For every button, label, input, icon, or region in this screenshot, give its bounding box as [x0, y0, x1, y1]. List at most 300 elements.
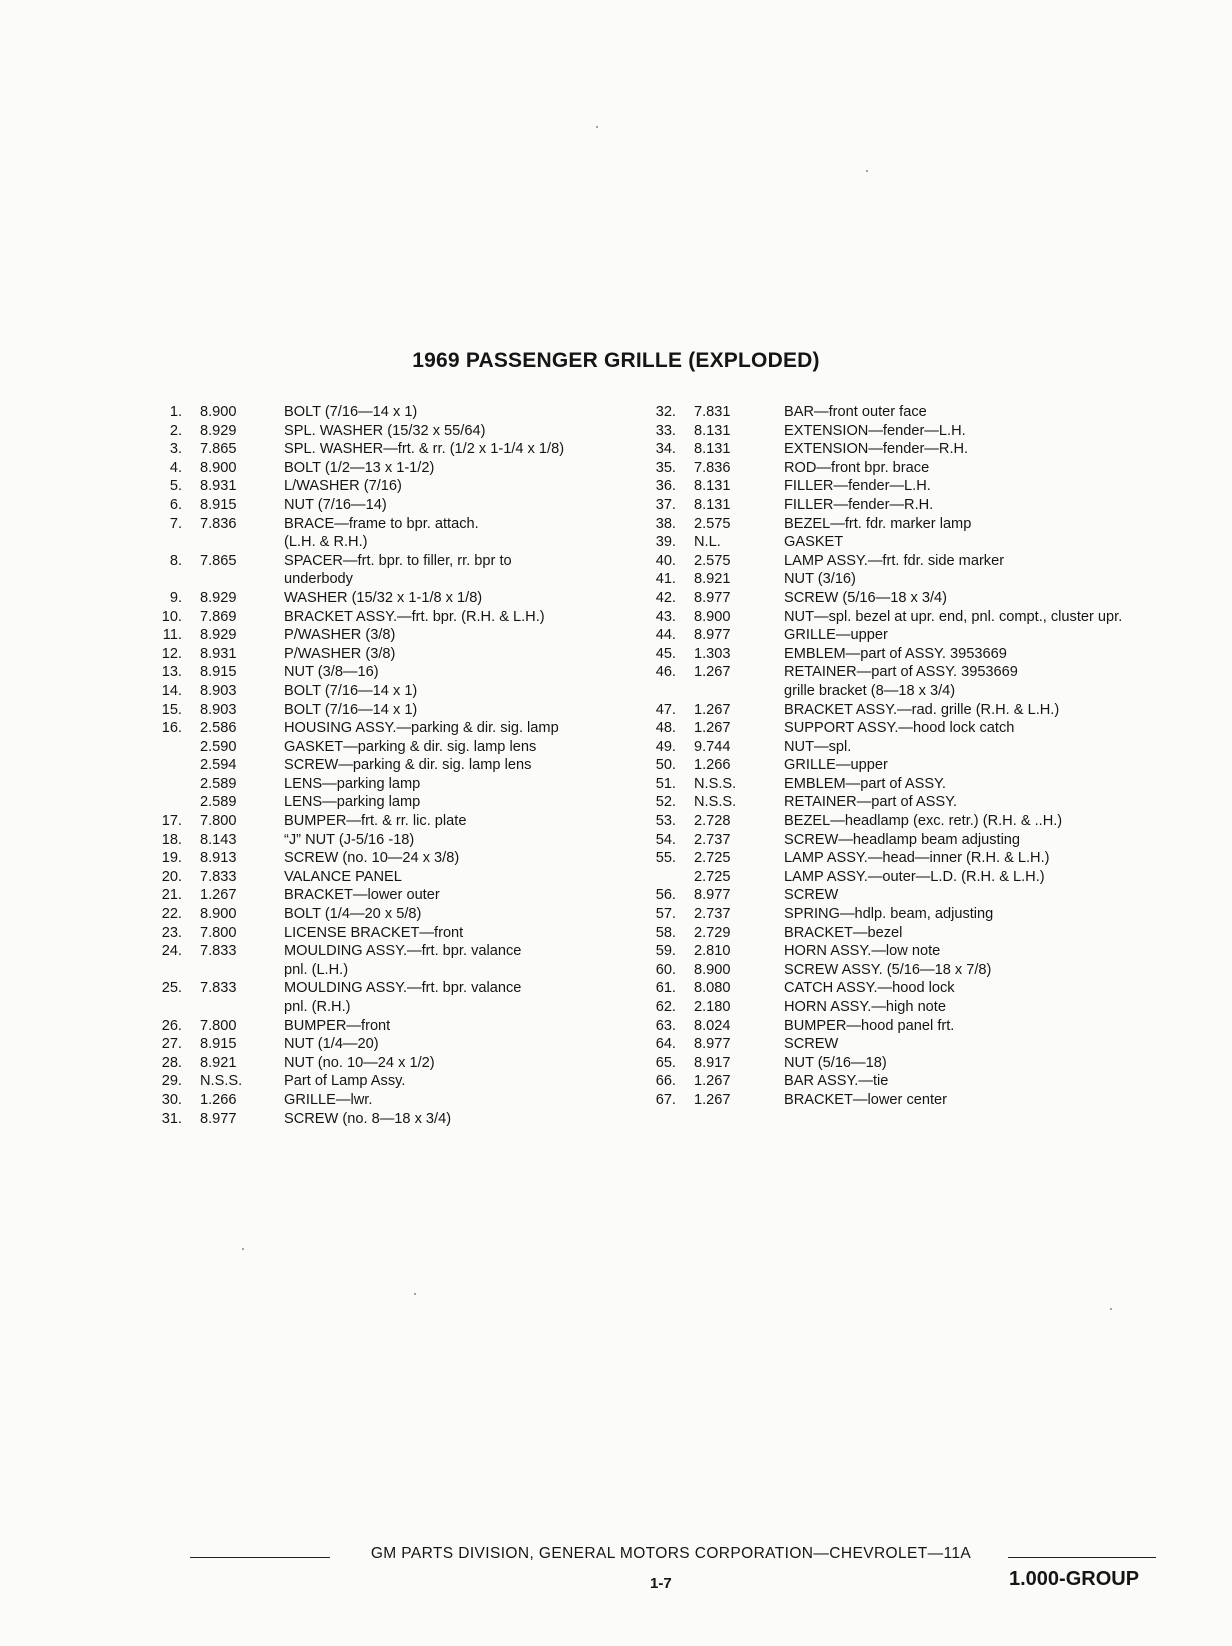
page-title: 1969 PASSENGER GRILLE (EXPLODED)	[412, 349, 820, 372]
parts-row	[140, 645, 660, 664]
part-number: 44.	[655, 627, 676, 644]
part-description: SPL. WASHER—frt. & rr. (1/2 x 1-1/4 x 1/8)	[284, 441, 565, 458]
part-description: FILLER—fender—L.H.	[784, 478, 931, 495]
part-number: 49.	[655, 738, 676, 755]
parts-row	[140, 924, 660, 943]
parts-row	[140, 422, 660, 441]
part-number: 43.	[655, 608, 676, 625]
part-description: BEZEL—frt. fdr. marker lamp	[784, 515, 972, 532]
part-code	[200, 961, 252, 980]
part-code: 1.266	[200, 1091, 237, 1108]
footer-rule-left	[190, 1557, 330, 1558]
parts-row	[140, 1035, 660, 1054]
part-code: 7.865	[200, 552, 237, 569]
part-code: 8.921	[694, 571, 731, 588]
parts-row	[632, 570, 1222, 589]
parts-row	[632, 942, 1222, 961]
part-description: LENS—parking lamp	[284, 775, 421, 792]
parts-row	[140, 1054, 660, 1073]
parts-row	[140, 998, 660, 1017]
part-code: 8.929	[200, 422, 237, 439]
part-code: 8.915	[200, 1036, 237, 1053]
part-description: BAR—front outer face	[784, 404, 927, 420]
parts-row	[632, 552, 1222, 571]
parts-row	[140, 719, 660, 738]
part-description: HORN ASSY.—high note	[784, 999, 946, 1015]
part-description: Part of Lamp Assy.	[284, 1073, 406, 1090]
part-number: 36.	[655, 478, 676, 495]
part-description: SCREW (5/16—18 x 3/4)	[784, 589, 948, 606]
parts-row	[140, 979, 660, 998]
part-code: 8.977	[694, 589, 731, 606]
parts-row	[632, 663, 1222, 682]
part-number: 46.	[655, 664, 676, 681]
part-number	[140, 961, 182, 980]
footer-rule-right	[1008, 1557, 1156, 1558]
parts-row	[140, 440, 660, 459]
scan-speck	[414, 1293, 416, 1295]
part-code: 8.900	[200, 404, 237, 420]
part-description: LENS—parking lamp	[284, 794, 421, 811]
part-description: MOULDING ASSY.—frt. bpr. valance	[284, 943, 522, 960]
part-description: EXTENSION—fender—R.H.	[784, 441, 969, 458]
parts-row	[140, 570, 660, 589]
part-code: 7.836	[200, 515, 237, 532]
part-code: 8.131	[694, 422, 731, 439]
part-code: 7.836	[694, 459, 731, 476]
parts-row	[632, 701, 1222, 720]
part-number: 7.	[169, 515, 182, 532]
page-number: 1-7	[650, 1575, 672, 1592]
part-code: 9.744	[694, 738, 731, 755]
part-description: BOLT (7/16—14 x 1)	[284, 682, 418, 699]
part-code: 1.267	[200, 887, 237, 904]
part-number: 45.	[655, 645, 676, 662]
part-code: 2.725	[694, 850, 731, 867]
part-description: SCREW	[784, 887, 839, 904]
part-number: 61.	[655, 980, 676, 997]
group-label: 1.000-GROUP	[1009, 1568, 1140, 1590]
part-description: P/WASHER (3/8)	[284, 627, 396, 644]
part-code	[200, 998, 252, 1017]
part-code: 2.575	[694, 552, 731, 569]
part-code: 8.131	[694, 478, 731, 495]
part-number: 14.	[161, 682, 182, 699]
part-number: 22.	[161, 906, 182, 923]
parts-row	[140, 1091, 660, 1110]
parts-row	[632, 515, 1222, 534]
part-description: BOLT (1/4—20 x 5/8)	[284, 906, 422, 923]
part-description: NUT—spl.	[784, 738, 852, 755]
parts-row	[140, 682, 660, 701]
part-number: 38.	[655, 515, 676, 532]
part-code: 8.903	[200, 682, 237, 699]
part-number: 19.	[161, 850, 182, 867]
parts-row	[140, 738, 660, 757]
part-number: 31.	[161, 1110, 182, 1127]
part-number: 62.	[655, 999, 676, 1015]
parts-row	[632, 496, 1222, 515]
parts-row	[140, 886, 660, 905]
part-code: 8.131	[694, 441, 731, 458]
part-number: 66.	[655, 1073, 676, 1090]
part-code: 8.903	[200, 701, 237, 718]
part-description: NUT (3/16)	[784, 571, 856, 588]
parts-row	[632, 756, 1222, 775]
parts-row	[140, 831, 660, 850]
part-number: 42.	[655, 589, 676, 606]
part-code: 1.267	[694, 664, 731, 681]
part-description: RETAINER—part of ASSY.	[784, 794, 958, 811]
part-code: 2.589	[200, 794, 237, 811]
part-description: LICENSE BRACKET—front	[284, 924, 464, 941]
part-code: 8.900	[200, 459, 237, 476]
part-number: 15.	[161, 701, 182, 718]
part-code: N.S.S.	[200, 1073, 243, 1090]
part-code: 2.728	[694, 813, 731, 830]
footer-division: GM PARTS DIVISION, GENERAL MOTORS CORPORATION—CHEVROLET—11A	[370, 1545, 972, 1562]
part-description: VALANCE PANEL	[284, 868, 402, 885]
parts-row	[140, 756, 660, 775]
part-description: BAR ASSY.—tie	[784, 1073, 889, 1090]
parts-row	[632, 886, 1222, 905]
part-code: 8.913	[200, 850, 237, 867]
part-code: 7.865	[200, 441, 237, 458]
part-code: 1.266	[694, 757, 731, 774]
part-code: 8.900	[694, 961, 731, 978]
part-description: LAMP ASSY.—outer—L.D. (R.H. & L.H.)	[784, 868, 1045, 885]
part-code: 7.800	[200, 924, 237, 941]
part-number: 34.	[655, 441, 676, 458]
part-description: GASKET	[784, 534, 844, 551]
part-description: GASKET—parking & dir. sig. lamp lens	[284, 738, 537, 755]
part-number	[140, 998, 182, 1017]
part-number: 29.	[161, 1073, 182, 1090]
parts-list-right	[632, 403, 1222, 1110]
part-number: 27.	[161, 1036, 182, 1053]
part-number	[140, 570, 182, 589]
part-description: SCREW ASSY. (5/16—18 x 7/8)	[784, 961, 992, 978]
part-code: 8.915	[200, 496, 237, 513]
part-number: 65.	[655, 1054, 676, 1071]
part-number: 41.	[655, 571, 676, 588]
parts-row	[632, 719, 1222, 738]
part-code: 2.590	[200, 738, 237, 755]
part-code: 8.080	[694, 980, 731, 997]
part-code: 8.929	[200, 627, 237, 644]
parts-row	[632, 1017, 1222, 1036]
parts-row	[140, 608, 660, 627]
parts-row	[632, 738, 1222, 757]
part-description: BRACKET—lower outer	[284, 887, 440, 904]
part-description: SCREW—parking & dir. sig. lamp lens	[284, 757, 532, 774]
parts-row	[632, 459, 1222, 478]
part-number: 63.	[655, 1017, 676, 1034]
part-description: BOLT (7/16—14 x 1)	[284, 701, 418, 718]
parts-row	[632, 589, 1222, 608]
part-description: GRILLE—lwr.	[284, 1091, 373, 1108]
part-description: BEZEL—headlamp (exc. retr.) (R.H. & ..H.)	[784, 813, 1063, 830]
part-description: BRACE—frame to bpr. attach.	[284, 515, 479, 532]
part-code: 1.267	[694, 1091, 731, 1108]
parts-list-left	[140, 403, 660, 1128]
scan-speck	[866, 170, 868, 172]
part-number: 12.	[161, 645, 182, 662]
part-description: HORN ASSY.—low note	[784, 943, 941, 960]
part-number: 39.	[655, 534, 676, 551]
parts-row	[632, 682, 1222, 701]
parts-row	[140, 1072, 660, 1091]
part-code	[694, 682, 746, 701]
part-number: 58.	[655, 924, 676, 941]
parts-row	[632, 849, 1222, 868]
part-description: BUMPER—frt. & rr. lic. plate	[284, 813, 467, 830]
part-code: 8.143	[200, 831, 237, 848]
part-code: 8.921	[200, 1054, 237, 1071]
part-code: 1.267	[694, 701, 731, 718]
part-code: 8.977	[694, 887, 731, 904]
part-number: 67.	[655, 1091, 676, 1108]
parts-row	[632, 775, 1222, 794]
part-code: 2.589	[200, 775, 237, 792]
part-number: 30.	[161, 1091, 182, 1108]
part-number: 33.	[655, 422, 676, 439]
part-code: N.S.S.	[694, 775, 737, 792]
part-number: 6.	[169, 496, 182, 513]
part-description: “J” NUT (J-5/16 -18)	[284, 831, 415, 848]
part-number: 54.	[655, 831, 676, 848]
part-description: GRILLE—upper	[784, 757, 888, 774]
part-description: CATCH ASSY.—hood lock	[784, 980, 955, 997]
part-code: 8.024	[694, 1017, 731, 1034]
part-number: 11.	[162, 627, 182, 644]
part-code: N.S.S.	[694, 794, 737, 811]
part-number: 5.	[169, 478, 182, 495]
parts-row	[140, 812, 660, 831]
parts-row	[140, 905, 660, 924]
parts-row	[140, 533, 660, 552]
part-code: 2.586	[200, 720, 237, 737]
part-description: BUMPER—hood panel frt.	[784, 1017, 955, 1034]
parts-row	[632, 1054, 1222, 1073]
part-description: pnl. (L.H.)	[284, 961, 349, 978]
part-code: 8.931	[200, 645, 237, 662]
part-code: 7.800	[200, 813, 237, 830]
part-number: 3.	[169, 441, 182, 458]
part-number: 21.	[161, 887, 182, 904]
part-number: 10.	[161, 608, 182, 625]
parts-row	[140, 403, 660, 422]
part-number: 40.	[655, 552, 676, 569]
part-description: NUT (no. 10—24 x 1/2)	[284, 1054, 435, 1071]
part-description: NUT (3/8—16)	[284, 664, 379, 681]
part-description: HOUSING ASSY.—parking & dir. sig. lamp	[284, 720, 559, 737]
parts-row	[632, 1091, 1222, 1110]
part-number: 8.	[169, 552, 182, 569]
parts-row	[140, 775, 660, 794]
part-code: 2.737	[694, 906, 731, 923]
part-code: 7.831	[694, 404, 731, 420]
part-description: BOLT (1/2—13 x 1-1/2)	[284, 459, 435, 476]
scan-speck	[1110, 1308, 1112, 1310]
part-code: 1.267	[694, 1073, 731, 1090]
part-description: EXTENSION—fender—L.H.	[784, 422, 966, 439]
parts-row	[140, 496, 660, 515]
part-number: 2.	[169, 422, 182, 439]
part-code: 8.931	[200, 478, 237, 495]
part-code: 8.900	[200, 906, 237, 923]
part-number: 18.	[161, 831, 182, 848]
parts-row	[632, 477, 1222, 496]
part-code: 2.594	[200, 757, 237, 774]
part-code: 1.267	[694, 720, 731, 737]
part-number: 13.	[161, 664, 182, 681]
part-number: 25.	[161, 980, 182, 997]
part-description: BRACKET ASSY.—frt. bpr. (R.H. & L.H.)	[284, 608, 545, 625]
part-number: 53.	[655, 813, 676, 830]
part-code	[200, 570, 252, 589]
part-code: 8.929	[200, 589, 237, 606]
parts-row	[140, 477, 660, 496]
parts-row	[140, 552, 660, 571]
part-description: SPACER—frt. bpr. to filler, rr. bpr to	[284, 552, 512, 569]
part-number: 47.	[655, 701, 676, 718]
part-number	[632, 868, 676, 887]
parts-row	[632, 998, 1222, 1017]
part-code: 8.915	[200, 664, 237, 681]
part-code: 2.180	[694, 999, 731, 1015]
parts-row	[632, 645, 1222, 664]
part-code: 2.737	[694, 831, 731, 848]
scan-speck	[596, 126, 598, 128]
part-description: SPRING—hdlp. beam, adjusting	[784, 906, 994, 923]
part-code: 1.303	[694, 645, 731, 662]
part-code: 8.917	[694, 1054, 731, 1071]
part-number: 37.	[655, 496, 676, 513]
part-code	[200, 533, 252, 552]
part-description: SCREW	[784, 1036, 839, 1053]
part-number: 1.	[169, 404, 182, 420]
part-code: 7.833	[200, 868, 237, 885]
part-description: WASHER (15/32 x 1-1/8 x 1/8)	[284, 589, 483, 606]
part-description: BUMPER—front	[284, 1017, 391, 1034]
part-description: pnl. (R.H.)	[284, 999, 351, 1015]
parts-row	[140, 849, 660, 868]
part-number	[140, 533, 182, 552]
part-code: 8.977	[694, 627, 731, 644]
part-description: underbody	[284, 571, 353, 588]
parts-row	[632, 979, 1222, 998]
part-description: MOULDING ASSY.—frt. bpr. valance	[284, 980, 522, 997]
part-number: 35.	[655, 459, 676, 476]
part-code: 2.810	[694, 943, 731, 960]
part-description: L/WASHER (7/16)	[284, 478, 402, 495]
part-number: 64.	[655, 1036, 676, 1053]
parts-row	[632, 793, 1222, 812]
parts-row	[140, 515, 660, 534]
part-number: 59.	[655, 943, 676, 960]
part-description: NUT (7/16—14)	[284, 496, 387, 513]
part-code: 7.869	[200, 608, 237, 625]
parts-row	[140, 942, 660, 961]
part-description: SUPPORT ASSY.—hood lock catch	[784, 720, 1015, 737]
part-number	[140, 793, 182, 812]
parts-row	[140, 868, 660, 887]
parts-row	[140, 1110, 660, 1129]
part-code: 2.575	[694, 515, 731, 532]
parts-row	[140, 589, 660, 608]
part-description: NUT (1/4—20)	[284, 1036, 379, 1053]
parts-row	[632, 924, 1222, 943]
scan-speck	[242, 1248, 244, 1250]
part-description: LAMP ASSY.—frt. fdr. side marker	[784, 552, 1005, 569]
part-number: 48.	[655, 720, 676, 737]
parts-row	[140, 459, 660, 478]
parts-row	[140, 1017, 660, 1036]
part-description: BRACKET ASSY.—rad. grille (R.H. & L.H.)	[784, 701, 1060, 718]
part-description: LAMP ASSY.—head—inner (R.H. & L.H.)	[784, 850, 1050, 867]
part-description: FILLER—fender—R.H.	[784, 496, 934, 513]
part-code: N.L.	[694, 534, 721, 551]
parts-row	[632, 961, 1222, 980]
part-code: 7.833	[200, 943, 237, 960]
part-number: 17.	[161, 813, 182, 830]
part-description: RETAINER—part of ASSY. 3953669	[784, 664, 1018, 681]
part-number: 52.	[655, 794, 676, 811]
part-number: 50.	[655, 757, 676, 774]
part-description: SPL. WASHER (15/32 x 55/64)	[284, 422, 486, 439]
parts-row	[632, 626, 1222, 645]
part-number: 56.	[655, 887, 676, 904]
parts-row	[632, 868, 1222, 887]
parts-row	[140, 793, 660, 812]
part-description: SCREW (no. 10—24 x 3/8)	[284, 850, 460, 867]
parts-row	[632, 440, 1222, 459]
part-number	[140, 738, 182, 757]
parts-row	[632, 812, 1222, 831]
part-description: P/WASHER (3/8)	[284, 645, 396, 662]
part-description: SCREW—headlamp beam adjusting	[784, 831, 1021, 848]
part-description: NUT—spl. bezel at upr. end, pnl. compt., cluster upr.	[784, 608, 1123, 625]
parts-row	[632, 831, 1222, 850]
part-number: 51.	[655, 775, 676, 792]
part-code: 8.977	[694, 1036, 731, 1053]
part-number	[140, 775, 182, 794]
part-number: 9.	[169, 589, 182, 606]
part-code: 8.977	[200, 1110, 237, 1127]
part-description: NUT (5/16—18)	[784, 1054, 887, 1071]
part-number: 26.	[161, 1017, 182, 1034]
parts-row	[632, 533, 1222, 552]
part-number: 32.	[655, 404, 676, 420]
part-code: 8.900	[694, 608, 731, 625]
part-number: 20.	[161, 868, 182, 885]
part-description: BRACKET—bezel	[784, 924, 903, 941]
parts-row	[632, 1072, 1222, 1091]
part-code: 2.725	[694, 868, 731, 885]
part-description: EMBLEM—part of ASSY. 3953669	[784, 645, 1007, 662]
part-code: 7.833	[200, 980, 237, 997]
part-number: 16.	[161, 720, 182, 737]
part-number: 57.	[655, 906, 676, 923]
part-description: grille bracket (8—18 x 3/4)	[784, 682, 956, 699]
parts-row	[140, 701, 660, 720]
part-number	[140, 756, 182, 775]
part-code: 7.800	[200, 1017, 237, 1034]
part-number	[632, 682, 676, 701]
part-description: SCREW (no. 8—18 x 3/4)	[284, 1110, 452, 1127]
parts-row	[632, 422, 1222, 441]
